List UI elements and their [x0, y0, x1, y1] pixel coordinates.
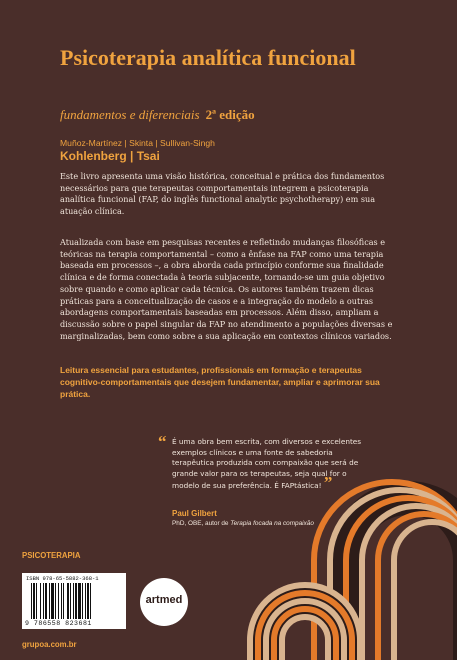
- author-book-title: Terapia focada na compaixão: [230, 520, 314, 527]
- highlight-paragraph: Leitura essencial para estudantes, profissionais em formação e terapeutas cognitivo-comportamentais que desejem fundamentar, ampliar e aprimorar sua prática.: [60, 365, 380, 399]
- edition-label: 2ª edição: [205, 107, 255, 122]
- author-desc-prefix: PhD, OBE, autor de: [172, 520, 231, 527]
- book-subtitle: [60, 107, 420, 123]
- testimonial-quote: [172, 437, 372, 492]
- isbn-label: ISBN 978-65-5882-368-1: [26, 575, 99, 582]
- book-title: Psicoterapia analítica funcional: [60, 45, 356, 70]
- publisher-website: grupoa.com.br: [22, 640, 77, 649]
- subtitle-text: fundamentos e diferenciais: [60, 107, 200, 122]
- barcode: [22, 573, 126, 629]
- quote-text: É uma obra bem escrita, com diversos e excelentes exemplos clínicos e uma fonte de sabedoria terapêutica produzida com compaixão que será de grande valor para os terapeutas, seja qual for o modelo de sua preferência. É FAPtástica!: [172, 437, 362, 491]
- quote-author-description: [172, 520, 392, 527]
- quote-close-mark: ”: [323, 473, 333, 493]
- isbn-digits: 9 786558 823681: [25, 620, 92, 627]
- authors-line-2: Kohlenberg | Tsai: [60, 149, 160, 163]
- authors-line-1: Muñoz-Martínez | Skinta | Sullivan-Singh: [60, 138, 215, 148]
- description-paragraph-1: Este livro apresenta uma visão histórica, conceitual e prática dos fundamentos necessários para que terapeutas comportamentais integrem a psicoterapia analítica funcional (FAP, do inglês functional analytic psychotherapy) em sua atuação clínica.: [60, 171, 385, 217]
- description-paragraph-2: Atualizada com base em pesquisas recentes e refletindo mudanças filosóficas e teóricas na terapia comportamental – como a ênfase na FAP como uma terapia baseada em processos –, a obra aborda cada princípio conforme sua finalidade clínica e de forma conectada à teoria subjacente, tornando-se um guia objetivo sobre quando e como aplicar cada técnica. Os autores também trazem dicas práticas para a conceitualização de casos e a integração do modelo a outras abordagens comportamentais baseadas em processos. Além disso, ampliam a discussão sobre o papel singular da FAP no atendimento a populações diversas e marginalizadas, bem como sobre a sua aplicação em contextos clínicos variados.: [60, 237, 393, 341]
- quote-author: Paul Gilbert: [172, 509, 217, 518]
- publisher-logo: [140, 578, 188, 626]
- barcode-bars: [31, 583, 119, 619]
- quote-open-mark: “: [158, 432, 167, 451]
- publisher-name: artmed: [145, 594, 183, 606]
- category-label: PSICOTERAPIA: [22, 551, 81, 560]
